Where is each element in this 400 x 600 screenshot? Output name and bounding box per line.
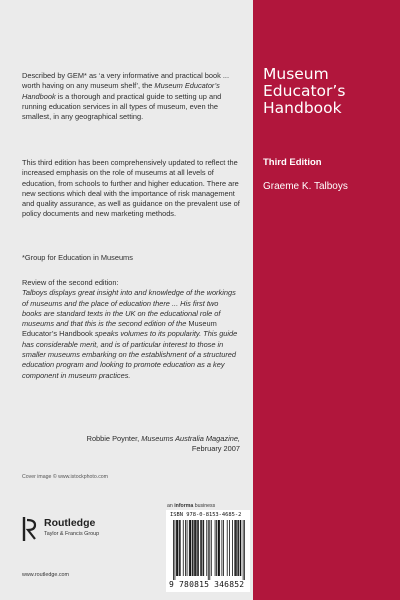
barcode-bar (200, 520, 201, 576)
edition-label: Third Edition (263, 157, 322, 168)
barcode-bar (237, 520, 238, 576)
publisher-url: www.routledge.com (22, 572, 70, 578)
barcode-bar (201, 520, 202, 576)
barcode-bar (216, 520, 217, 576)
title-line: Handbook (263, 99, 342, 117)
review-section (22, 278, 240, 381)
barcode-bar (235, 520, 236, 576)
footnote: *Group for Education in Museums (22, 253, 133, 262)
barcode-bar (190, 520, 191, 576)
barcode-bar (185, 520, 186, 576)
barcode-bar (218, 520, 219, 576)
review-text: speaks volumes to its popularity. This guide has considerable merit, and is of particular interest to those in smaller museums embarking on the establishment of a structured education program and looking to promote education as a key component in museum practices. (22, 329, 238, 380)
barcode-bar (227, 520, 228, 576)
review-heading: Review of the second edition: (22, 278, 119, 287)
blurb-text: is a thorough and practical guide to setting up and running education services in all types of museum, even the smallest, in any geographical setting. (22, 91, 222, 122)
routledge-logo-icon (22, 516, 38, 542)
barcode-bar (218, 520, 219, 576)
blurb-paragraph-1 (22, 71, 240, 122)
publisher-name: Routledge (44, 517, 96, 529)
book-title-inline: Museum Educator’s Handbook (22, 81, 220, 101)
barcode-bar (240, 520, 241, 576)
review-text: Talboys displays great insight into and knowledge of the workings of museums and the place of education there ... His first two books are standard texts in the UK on the educational role of museums and that this is the second edition of the (22, 288, 236, 329)
title-line: Museum (263, 65, 329, 83)
informa-brand: informa (174, 503, 194, 509)
barcode-bar (189, 520, 190, 576)
barcode-bar (243, 520, 244, 580)
barcode-bar (194, 520, 195, 576)
barcode (166, 510, 250, 592)
barcode-bar (206, 520, 207, 576)
barcode-bar (192, 520, 193, 576)
publisher-group: Taylor & Francis Group (44, 531, 100, 537)
attribution-name: Robbie Poynter, (86, 434, 142, 443)
barcode-bar (215, 520, 216, 576)
barcode-bar (232, 520, 233, 576)
barcode-bar (211, 520, 212, 576)
barcode-bar (197, 520, 198, 576)
isbn-label: ISBN 978-0-8153-4685-2 (170, 512, 242, 518)
barcode-bar (203, 520, 204, 576)
review-quote (22, 288, 237, 379)
barcode-bar (176, 520, 177, 576)
blurb-paragraph-2: This third edition has been comprehensively updated to reflect the increased emphasis on the role of museums at all levels of education, from schools to further and higher education. There are new sections which deal with the importance of risk management and quality assurance, as well as guidance on the prevalent use of policy documents and new marketing methods. (22, 158, 240, 219)
isbn-digits: 9 780815 346852 (169, 580, 245, 589)
barcode-bar (208, 520, 209, 580)
cover-credit: Cover image © www.istockphoto.com (22, 474, 108, 480)
barcode-bar (178, 520, 179, 576)
attribution-magazine: Museums Australia Magazine, (141, 434, 240, 443)
barcode-bars (173, 520, 245, 580)
barcode-bar (209, 520, 210, 580)
barcode-bar (236, 520, 237, 576)
barcode-bar (195, 520, 196, 576)
barcode-bar (219, 520, 220, 576)
barcode-bar (203, 520, 204, 576)
barcode-bar (193, 520, 194, 576)
barcode-bar (187, 520, 188, 576)
barcode-bar (223, 520, 224, 576)
book-title-inline: Museum Educator’s Handbook (22, 319, 217, 339)
barcode-bar (229, 520, 230, 576)
book-title (263, 66, 395, 117)
barcode-bar (183, 520, 184, 576)
attribution-date: February 2007 (191, 444, 240, 454)
barcode-bar (180, 520, 181, 576)
barcode-bar (179, 520, 180, 576)
informa-business: an informa business (167, 503, 216, 509)
author-name: Graeme K. Talboys (263, 181, 348, 192)
barcode-bar (190, 520, 191, 576)
review-attribution (22, 434, 240, 455)
barcode-bar (177, 520, 178, 576)
title-line: Educator’s (263, 82, 346, 100)
barcode-bar (234, 520, 235, 576)
barcode-bar (240, 520, 241, 576)
barcode-bar (244, 520, 245, 580)
blurb-text: Described by GEM* as ‘a very informative and practical book ... worth having on any museum shelf’, the (22, 71, 230, 91)
barcode-bar (222, 520, 223, 576)
barcode-bar (238, 520, 239, 576)
barcode-bar (198, 520, 199, 576)
barcode-bar (175, 520, 176, 580)
barcode-bar (196, 520, 197, 576)
barcode-bar (173, 520, 174, 580)
